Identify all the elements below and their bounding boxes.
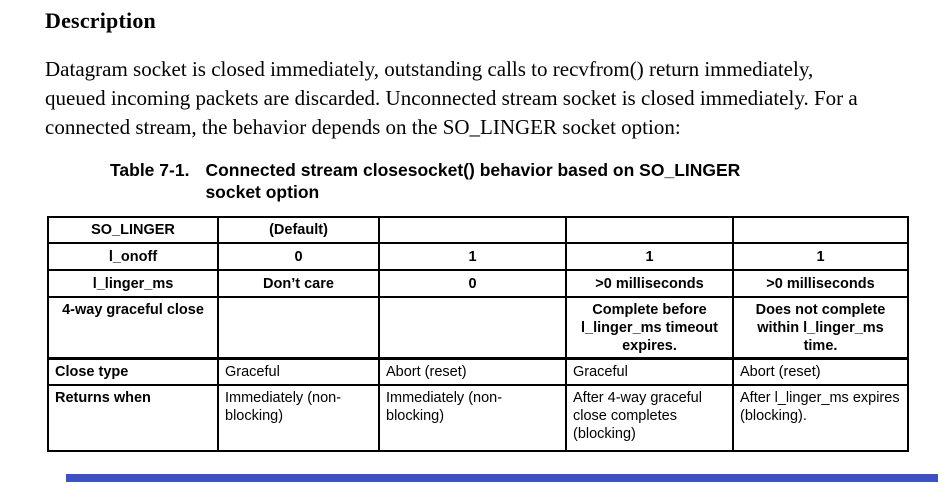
row-label-cell: SO_LINGER <box>48 217 218 243</box>
table-cell: Immediately (non-blocking) <box>218 385 379 451</box>
table-row <box>48 243 908 270</box>
table-cell <box>218 297 379 359</box>
table-cell: After 4-way graceful close completes (blocking) <box>566 385 733 451</box>
table-cell: Does not complete within l_linger_ms time. <box>733 297 908 359</box>
row-label-cell: Close type <box>48 359 218 385</box>
table-cell: After l_linger_ms expires (blocking). <box>733 385 908 451</box>
table-cell: 1 <box>379 243 566 270</box>
table-cell: >0 milliseconds <box>733 270 908 297</box>
table-cell: Complete before l_linger_ms timeout expires. <box>566 297 733 359</box>
row-label-cell: l_linger_ms <box>48 270 218 297</box>
table-cell: (Default) <box>218 217 379 243</box>
table-cell: Immediately (non-blocking) <box>379 385 566 451</box>
table-caption <box>110 159 943 203</box>
description-paragraph: Datagram socket is closed immediately, outstanding calls to recvfrom() return immediately, queued incoming packets are discarded. Unconnected stream socket is closed immediately. For a connected stream, the behavior depends on the SO_LINGER socket option: <box>45 57 858 139</box>
row-label-cell: Returns when <box>48 385 218 451</box>
row-label-cell: l_onoff <box>48 243 218 270</box>
table-cell <box>733 217 908 243</box>
so-linger-behavior-table <box>47 216 909 452</box>
table-cell <box>379 297 566 359</box>
table-row <box>48 270 908 297</box>
table-caption-title: Connected stream closesocket() behavior based on SO_LINGER socket option <box>205 160 741 202</box>
row-label-cell: 4-way graceful close <box>48 297 218 359</box>
table-row <box>48 359 908 385</box>
table-row <box>48 385 908 451</box>
table-cell: Abort (reset) <box>733 359 908 385</box>
section-heading: Description <box>45 8 156 33</box>
table-cell <box>566 217 733 243</box>
table-caption-label: Table 7-1. <box>110 160 190 180</box>
table-cell: 1 <box>733 243 908 270</box>
table-cell: 1 <box>566 243 733 270</box>
page-footer-rule <box>66 474 938 482</box>
table-cell: Graceful <box>566 359 733 385</box>
table-cell <box>379 217 566 243</box>
table-cell: >0 milliseconds <box>566 270 733 297</box>
table-cell: Don’t care <box>218 270 379 297</box>
table-cell: Graceful <box>218 359 379 385</box>
table-cell: 0 <box>218 243 379 270</box>
table-row <box>48 297 908 359</box>
table-cell: 0 <box>379 270 566 297</box>
table-row <box>48 217 908 243</box>
table-cell: Abort (reset) <box>379 359 566 385</box>
